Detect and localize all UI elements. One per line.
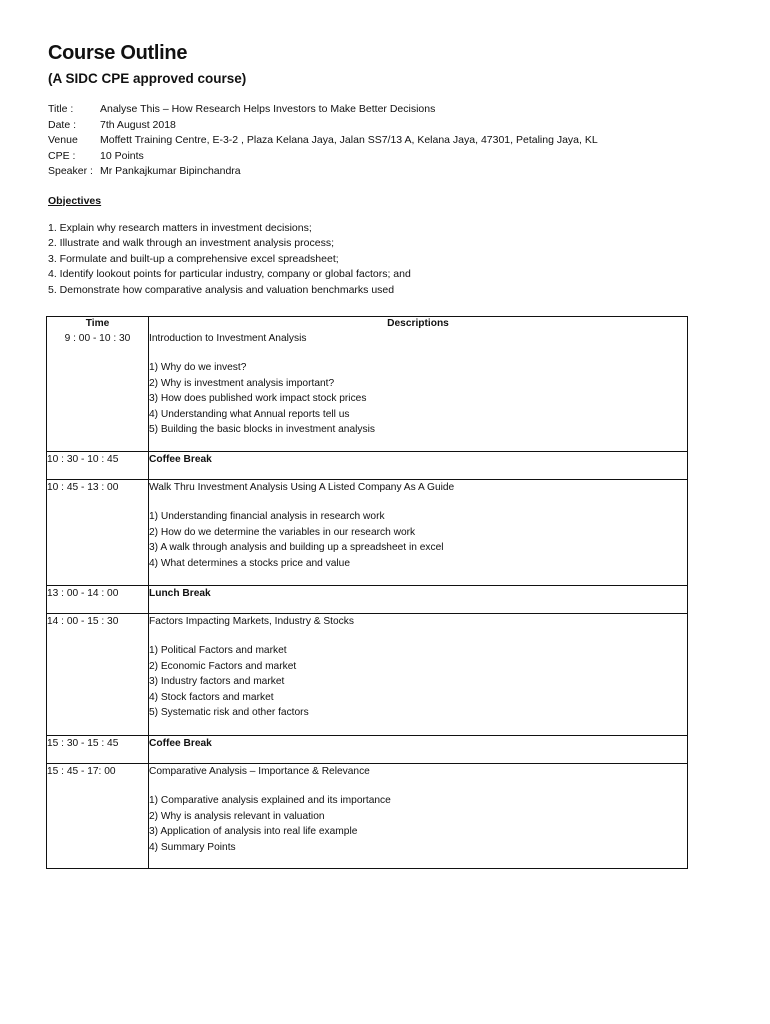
table-row [47, 764, 688, 869]
session-topic: 2) Why is investment analysis important? [149, 377, 335, 389]
objective-item: 5. Demonstrate how comparative analysis and valuation benchmarks used [48, 283, 395, 296]
schedule-header-row [47, 317, 688, 332]
meta-value: Moffett Training Centre, E-3-2 , Plaza Kelana Jaya, Jalan SS7/13 A, Kelana Jaya, 47301, Petaling Jaya, KL [100, 134, 598, 146]
session-title: Factors Impacting Markets, Industry & Stocks [149, 616, 354, 627]
objectives-list [48, 221, 708, 299]
session-time: 13 : 00 - 14 : 00 [47, 586, 149, 614]
session-description [149, 331, 688, 452]
meta-label: Date : [48, 118, 77, 131]
session-description [149, 480, 688, 586]
session-time: 9 : 00 - 10 : 30 [47, 331, 149, 452]
session-description [149, 586, 688, 614]
break-title: Lunch Break [149, 588, 211, 599]
session-topic: 1) Political Factors and market [149, 645, 287, 657]
break-title: Coffee Break [149, 738, 212, 749]
meta-value: 7th August 2018 [100, 118, 176, 131]
session-topics [149, 509, 687, 571]
table-row [47, 736, 688, 764]
course-speaker-row [48, 164, 708, 180]
session-topic: 2) Why is analysis relevant in valuation [149, 810, 325, 822]
schedule-table [46, 316, 688, 869]
objective-item: 1. Explain why research matters in investment decisions; [48, 221, 312, 234]
page-subtitle: (A SIDC CPE approved course) [48, 71, 247, 86]
session-topic: 2) Economic Factors and market [149, 660, 297, 672]
session-description [149, 736, 688, 764]
session-topic: 3) A walk through analysis and building up a spreadsheet in excel [149, 542, 444, 554]
break-title: Coffee Break [149, 454, 212, 465]
table-row [47, 480, 688, 586]
session-title: Comparative Analysis – Importance & Relevance [149, 766, 370, 777]
session-topic: 4) What determines a stocks price and value [149, 557, 351, 569]
session-time: 15 : 30 - 15 : 45 [47, 736, 149, 764]
session-topics [149, 793, 687, 855]
session-time: 14 : 00 - 15 : 30 [47, 614, 149, 736]
session-topic: 3) How does published work impact stock prices [149, 393, 367, 405]
session-time: 10 : 30 - 10 : 45 [47, 452, 149, 480]
objective-item: 3. Formulate and built-up a comprehensive excel spreadsheet; [48, 252, 339, 265]
session-time: 10 : 45 - 13 : 00 [47, 480, 149, 586]
session-topic: 3) Industry factors and market [149, 676, 285, 688]
meta-value: 10 Points [100, 149, 144, 162]
meta-value: Analyse This – How Research Helps Investors to Make Better Decisions [100, 103, 436, 115]
course-title-row [48, 102, 708, 118]
meta-label: Title : [48, 103, 74, 115]
meta-value: Mr Pankajkumar Bipinchandra [100, 165, 241, 177]
course-cpe-row [48, 149, 708, 165]
session-topic: 2) How do we determine the variables in our research work [149, 526, 416, 538]
table-row [47, 331, 688, 452]
course-outline-page [48, 40, 708, 298]
session-time: 15 : 45 - 17: 00 [47, 764, 149, 869]
session-topic: 3) Application of analysis into real life example [149, 826, 358, 838]
session-topic: 5) Systematic risk and other factors [149, 707, 309, 719]
session-topic: 1) Understanding financial analysis in research work [149, 511, 385, 523]
session-topic: 4) Stock factors and market [149, 691, 274, 703]
page-title: Course Outline [48, 42, 188, 64]
table-row [47, 614, 688, 736]
session-description [149, 764, 688, 869]
session-topic: 1) Comparative analysis explained and its importance [149, 795, 391, 807]
session-topics [149, 643, 687, 720]
meta-label: Venue [48, 134, 78, 146]
descriptions-column-header: Descriptions [149, 317, 688, 332]
course-details [48, 102, 708, 180]
course-date-row [48, 118, 708, 134]
meta-label: CPE : [48, 149, 76, 162]
session-title: Walk Thru Investment Analysis Using A Listed Company As A Guide [149, 482, 455, 493]
course-venue-row [48, 133, 708, 149]
session-description [149, 452, 688, 480]
session-topic: 4) Understanding what Annual reports tell us [149, 408, 350, 420]
session-topic: 5) Building the basic blocks in investment analysis [149, 424, 375, 436]
time-column-header: Time [47, 317, 149, 332]
objectives-heading: Objectives [48, 194, 102, 207]
table-row [47, 586, 688, 614]
session-description [149, 614, 688, 736]
table-row [47, 452, 688, 480]
session-topic: 1) Why do we invest? [149, 362, 247, 374]
objective-item: 2. Illustrate and walk through an investment analysis process; [48, 237, 334, 249]
session-title: Introduction to Investment Analysis [149, 333, 307, 344]
session-topic: 4) Summary Points [149, 841, 236, 853]
objective-item: 4. Identify lookout points for particular industry, company or global factors; and [48, 268, 411, 280]
meta-label: Speaker : [48, 165, 93, 177]
session-topics [149, 360, 687, 437]
